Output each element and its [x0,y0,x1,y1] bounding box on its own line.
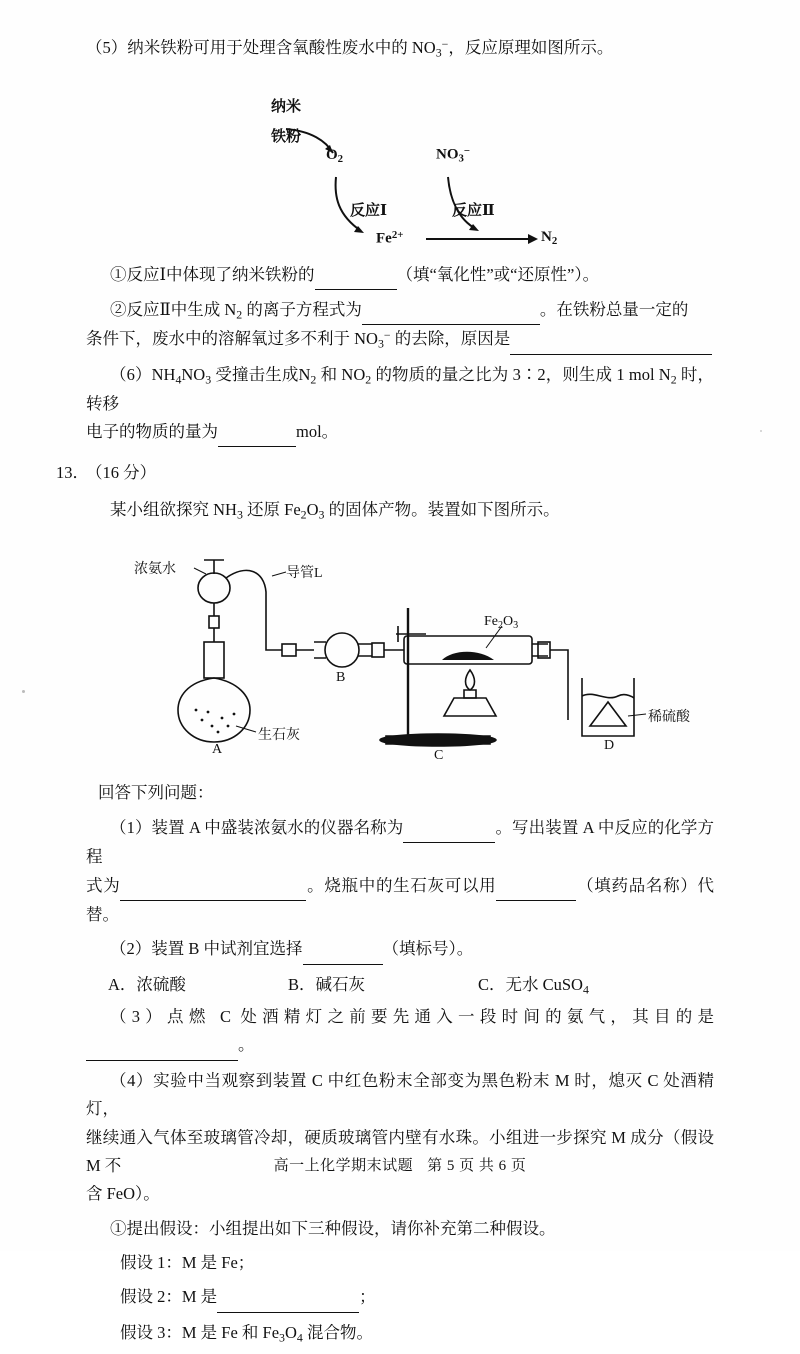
question-13-part-1-line1 [86,814,714,872]
q13-p2-a: （2）装置 B 中试剂宜选择 [110,939,303,959]
scan-artifact [22,690,25,693]
figure-label-powder: 铁粉 [271,128,302,145]
figure-label-n2: $N_2$ [541,228,558,247]
page-footer [0,1154,800,1175]
hypothesis-2-text: 假设 2：M 是 [120,1287,218,1307]
q13-p2-b: （填标号）。 [382,939,474,959]
option-b[interactable]: B．碱石灰 [288,974,366,994]
footer-page: 第 5 页 [427,1158,475,1174]
option-a[interactable]: A．浓硫酸 [108,974,186,994]
figure-label-no3: $NO_3^-$ [436,144,471,165]
question-13-part-1-line2 [86,872,714,930]
question-13-score: （16 分） [86,463,157,483]
figure-label-o2: $O_2$ [326,146,344,165]
figure-label-reaction1: 反应Ⅰ [350,202,388,219]
question-13-part-3 [86,1003,714,1061]
option-c[interactable]: C．无水 CuSO$_4$ [478,974,589,997]
question-12-item-6-line2 [86,418,714,447]
q13-p4-c: 含 FeO）。 [86,1184,160,1204]
q12-item5-post: ，反应原理如图所示。 [448,38,614,57]
question-13-part-4-line2: 继续通入气体至玻璃管冷却，硬质玻璃管内壁有水珠。小组进一步探究 M 成分（假设 M 不 [86,1127,714,1175]
question-12-item-5 [86,34,714,63]
q12-sub2-b: 。在铁粉总量一定的 [539,300,689,320]
hypothesis-2 [86,1283,714,1312]
question-12-sub-2-line1 [86,296,714,325]
question-13-title [56,459,714,487]
figure-label-dilute-acid: 稀硫酸 [648,710,690,726]
q13-p1-b: 。写出装置 A 中反应的化学方程 [86,817,714,867]
figure-label-ammonia: 浓氨水 [134,562,176,578]
question-13-part-4-line3 [86,1180,714,1208]
figure-label-fe2: $Fe^{2+}$ [376,228,404,247]
question-13-prompt: 回答下列问题： [98,783,214,803]
answer-blank[interactable] [303,935,383,964]
figure-apparatus-svg [86,530,714,775]
question-12-sub-1 [86,261,714,290]
question-12-sub-2-line2 [86,325,714,354]
q13-p1-e: （填药品名称）代替。 [86,875,715,924]
hypothesis-2-end: ； [359,1287,376,1307]
q12-sub1-a: ①反应Ⅰ中体现了纳米铁粉的 [110,264,315,284]
hypothesis-3-text: 假设 3：M 是 Fe 和 $Fe_3O_4$ 混合物。 [120,1322,373,1345]
q12-sub2-a: ②反应Ⅱ中生成 $N_2$ 的离子方程式为 [110,300,362,322]
answer-blank[interactable] [120,872,306,901]
figure-label-reaction2: 反应Ⅱ [452,202,495,219]
figure-label-a: A [212,742,223,758]
q12-sub1-b: （填“氧化性”或“还原性”）。 [396,264,600,284]
figure-nano-iron-scheme [86,69,714,259]
question-13-options [86,971,714,997]
question-13-part-4-sub1: ①提出假设：小组提出如下三种假设，请你补充第二种假设。 [110,1218,556,1238]
answer-blank[interactable] [510,325,712,354]
question-13-part-2 [86,935,714,964]
nitrate-formula: $NO_3^-$ [411,37,449,60]
answer-blank[interactable] [362,296,540,325]
q13-p1-c: 式为 [86,875,121,895]
figure-apparatus [86,530,714,775]
figure-label-b: B [336,670,346,686]
q12-item6-b: 电子的物质的量为 [86,421,218,441]
figure-label-d: D [604,738,615,754]
q13-p1-d: 。烧瓶中的生石灰可以用 [306,875,497,895]
question-13-intro [86,496,714,525]
q13-p1-a: （1）装置 A 中盛装浓氨水的仪器名称为 [110,817,404,837]
q13-p3-a: （3）点燃 C 处酒精灯之前要先通入一段时间的氨气，其目的是 [110,1007,714,1027]
question-13-part-4-line1: （4）实验中当观察到装置 C 中红色粉末全部变为黑色粉末 M 时，熄灭 C 处酒精灯， [86,1070,714,1119]
footer-total: 共 6 页 [478,1158,527,1174]
question-13-number: 13． [56,463,89,483]
q12-sub2-c: 条件下，废水中的溶解氧过多不利于 $NO_3^-$ 的去除，原因是 [86,328,511,351]
answer-blank[interactable] [496,872,576,901]
figure-label-fe2o3: $Fe_2O_3$ [484,614,519,632]
q12-item6-a: $(6)NH_4NO_3$ 受撞击生成$N_2$ 和 $NO_2$ 的物质的量之比为 3∶2，则生成 1 mol $N_2$ 时，转移 [86,364,715,413]
answer-blank[interactable] [217,1283,359,1312]
q13-intro-text: 某小组欲探究 $NH_3$ 还原 $Fe_2O_3$ 的固体产物。装置如下图所示。 [110,499,560,522]
scan-artifact [760,430,762,432]
q12-item6-c: mol。 [296,421,339,441]
figure-label-quicklime: 生石灰 [258,728,300,744]
hypothesis-1 [86,1249,714,1277]
answer-blank[interactable] [86,1031,238,1060]
answer-blank[interactable] [218,418,296,447]
figure-label-tube-l: 导管L [286,566,323,582]
figure-label-c: C [434,748,444,764]
question-13-header [56,459,714,487]
answer-blank[interactable] [403,814,495,843]
question-12-item-6-line1 [86,361,714,418]
hypothesis-1-text: 假设 1：M 是 Fe； [120,1253,255,1273]
figure-label-nano: 纳米 [271,98,302,115]
q12-item5-pre: （5）纳米铁粉可用于处理含氧酸性废水中的 [86,38,408,57]
footer-title: 高一上化学期末试题 [273,1158,414,1174]
hypothesis-3 [86,1319,714,1348]
answer-blank[interactable] [315,261,397,290]
q13-p3-b: 。 [238,1035,255,1055]
